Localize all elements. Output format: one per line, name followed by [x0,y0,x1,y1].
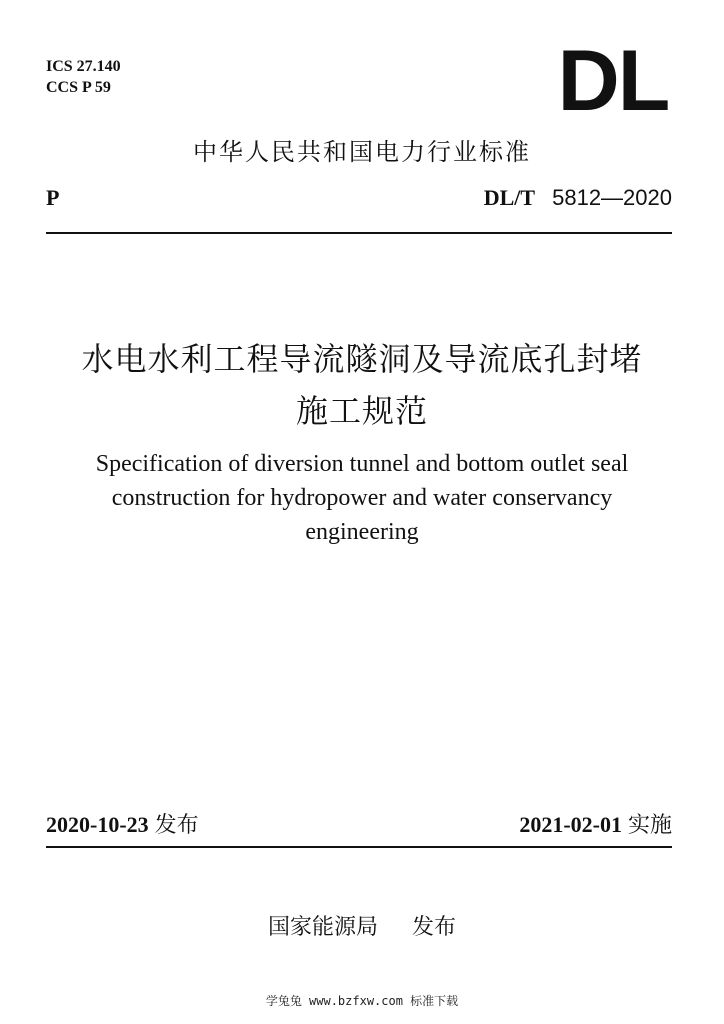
title-en-line-1: Specification of diversion tunnel and bottom outlet seal [95,451,629,477]
standard-number [484,185,672,211]
issue-date-block [46,808,199,839]
ccs-code: CCS P 59 [46,79,111,96]
issue-date: 2020-10-23 [46,812,149,837]
category-letter: P [46,185,60,210]
title-cn-line-1: 水电水利工程导流隧洞及导流底孔封堵 [81,340,643,378]
top-divider [46,232,672,234]
title-en-line-2: construction for hydropower and water conservancy [111,485,613,511]
implement-label: 实施 [627,813,672,838]
publisher-action: 发布 [412,915,457,940]
publisher-name: 国家能源局 [267,915,378,940]
dl-logo: DL [557,33,669,129]
standard-type: 中华人民共和国电力行业标准 [193,138,531,166]
issue-label: 发布 [154,813,199,838]
classification-codes [46,56,121,98]
title-cn-line-2: 施工规范 [295,392,428,430]
implement-date-block [519,808,672,839]
watermark: 学兔兔 www.bzfxw.com 标准下载 [265,994,459,1008]
bottom-divider [46,846,672,848]
ics-code: ICS 27.140 [46,58,121,75]
implement-date: 2021-02-01 [519,812,622,837]
standard-number-value: 5812—2020 [552,185,672,210]
title-en [40,447,684,549]
publisher-line [0,913,724,943]
standard-number-prefix: DL/T [483,185,536,210]
title-en-line-3: engineering [305,519,419,545]
